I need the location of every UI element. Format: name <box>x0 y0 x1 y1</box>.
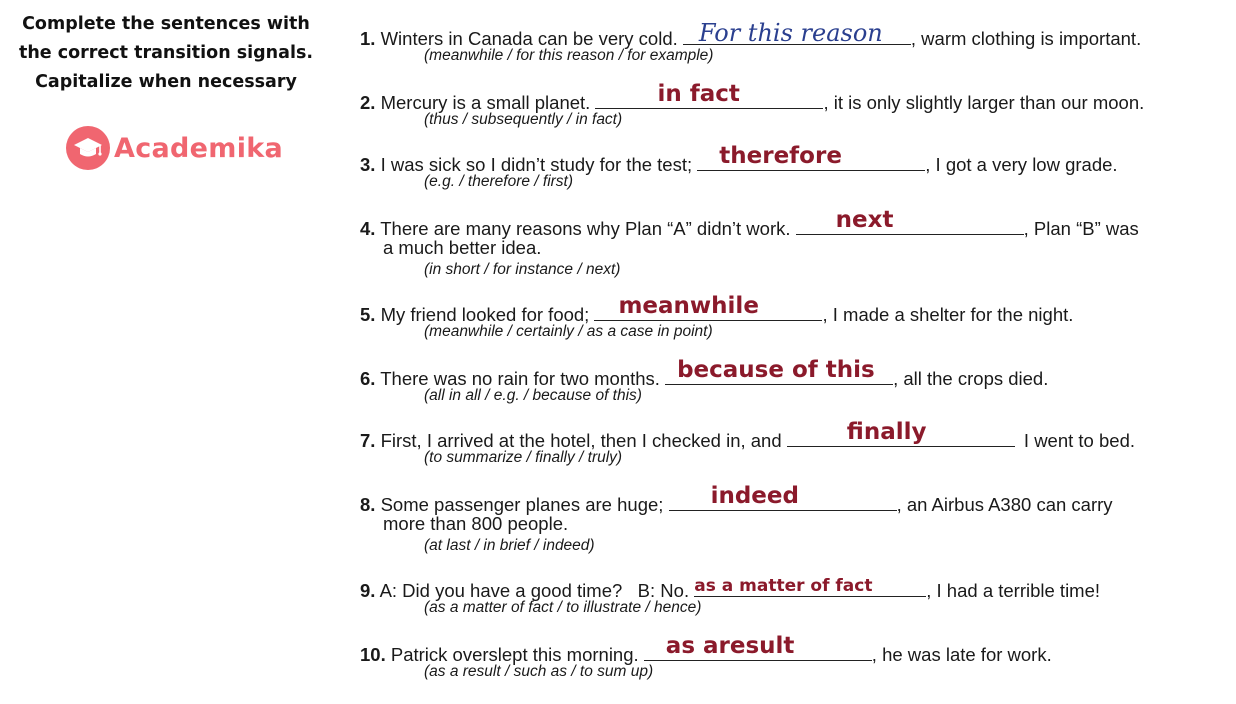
instructions-line-3: Capitalize when necessary <box>35 72 297 92</box>
sentence-after: , warm clothing is important. <box>910 28 1142 49</box>
item-number: 5. <box>360 304 376 325</box>
logo-text: Academika <box>114 132 284 164</box>
sentence-before: Some passenger planes are huge; <box>380 494 664 515</box>
sentence-after: , he was late for work. <box>871 644 1052 665</box>
graduation-cap-icon <box>66 126 110 170</box>
answer-options: (meanwhile / for this reason / for example) <box>424 47 714 64</box>
sentence-before: I was sick so I didn’t study for the test; <box>380 154 693 175</box>
answer-options: (all in all / e.g. / because of this) <box>424 387 642 404</box>
item-number: 7. <box>360 430 376 451</box>
sentence-before: Winters in Canada can be very cold. <box>380 28 678 49</box>
answer-text: as aresult <box>665 633 795 659</box>
answer-options: (thus / subsequently / in fact) <box>424 111 623 128</box>
answer-blank[interactable] <box>683 19 911 47</box>
answer-blank[interactable] <box>644 633 872 661</box>
answer-options: (meanwhile / certainly / as a case in point) <box>424 323 713 340</box>
item-number: 6. <box>360 368 376 389</box>
answer-options: (in short / for instance / next) <box>424 261 621 278</box>
answer-blank[interactable] <box>796 207 1024 235</box>
item-number: 10. <box>360 644 386 665</box>
sentence-continuation: more than 800 people. <box>383 513 569 534</box>
answer-blank[interactable] <box>787 419 1015 447</box>
instructions-line-2: the correct transition signals. <box>18 43 314 63</box>
sentence-after: , I got a very low grade. <box>925 154 1118 175</box>
sentence-after: , I had a terrible time! <box>926 580 1101 601</box>
sentence-after: , all the crops died. <box>893 368 1049 389</box>
answer-text: finally <box>846 419 927 445</box>
item-number: 4. <box>360 218 376 239</box>
answer-options: (to summarize / finally / truly) <box>424 449 623 466</box>
sentence-before: A: Did you have a good time? B: No. <box>379 580 690 601</box>
sentence-after: , an Airbus A380 can carry <box>896 494 1113 515</box>
answer-text: in fact <box>657 81 740 107</box>
answer-text: meanwhile <box>618 293 759 319</box>
item-number: 8. <box>360 494 376 515</box>
sentence-before: Mercury is a small planet. <box>380 92 591 113</box>
answer-text: indeed <box>710 483 799 509</box>
answer-options: (as a matter of fact / to illustrate / hence) <box>424 599 702 616</box>
answer-text: therefore <box>719 143 842 169</box>
item-number: 3. <box>360 154 376 175</box>
item-number: 2. <box>360 92 376 113</box>
sentence-after: , it is only slightly larger than our moon. <box>823 92 1145 113</box>
answer-options: (as a result / such as / to sum up) <box>424 663 654 680</box>
answer-text: next <box>835 207 894 233</box>
academika-logo <box>66 126 283 170</box>
sentence-after: I went to bed. <box>1023 430 1135 451</box>
answer-text: as a matter of fact <box>694 576 873 596</box>
answer-options: (e.g. / therefore / first) <box>424 173 574 190</box>
sentence-continuation: a much better idea. <box>383 237 542 258</box>
instructions <box>10 10 322 97</box>
sentence-before: There was no rain for two months. <box>380 368 660 389</box>
answer-blank[interactable] <box>669 483 897 511</box>
answer-blank[interactable] <box>594 293 822 321</box>
answer-text: For this reason <box>698 19 883 47</box>
sentence-before: Patrick overslept this morning. <box>390 644 639 665</box>
item-number: 1. <box>360 28 376 49</box>
sentence-before: My friend looked for food; <box>380 304 590 325</box>
sentence-before: First, I arrived at the hotel, then I checked in, and <box>380 430 782 451</box>
answer-blank[interactable] <box>697 143 925 171</box>
sentence-after: , Plan “B” was <box>1023 218 1139 239</box>
item-number: 9. <box>360 580 376 601</box>
answer-text: because of this <box>677 357 875 383</box>
answer-options: (at last / in brief / indeed) <box>424 537 595 554</box>
answer-blank[interactable] <box>665 357 893 385</box>
answer-blank[interactable] <box>694 574 926 597</box>
sentence-after: , I made a shelter for the night. <box>822 304 1074 325</box>
answer-blank[interactable] <box>595 81 823 109</box>
instructions-line-1: Complete the sentences with <box>22 14 310 34</box>
sentence-before: There are many reasons why Plan “A” didn’t work. <box>380 218 791 239</box>
